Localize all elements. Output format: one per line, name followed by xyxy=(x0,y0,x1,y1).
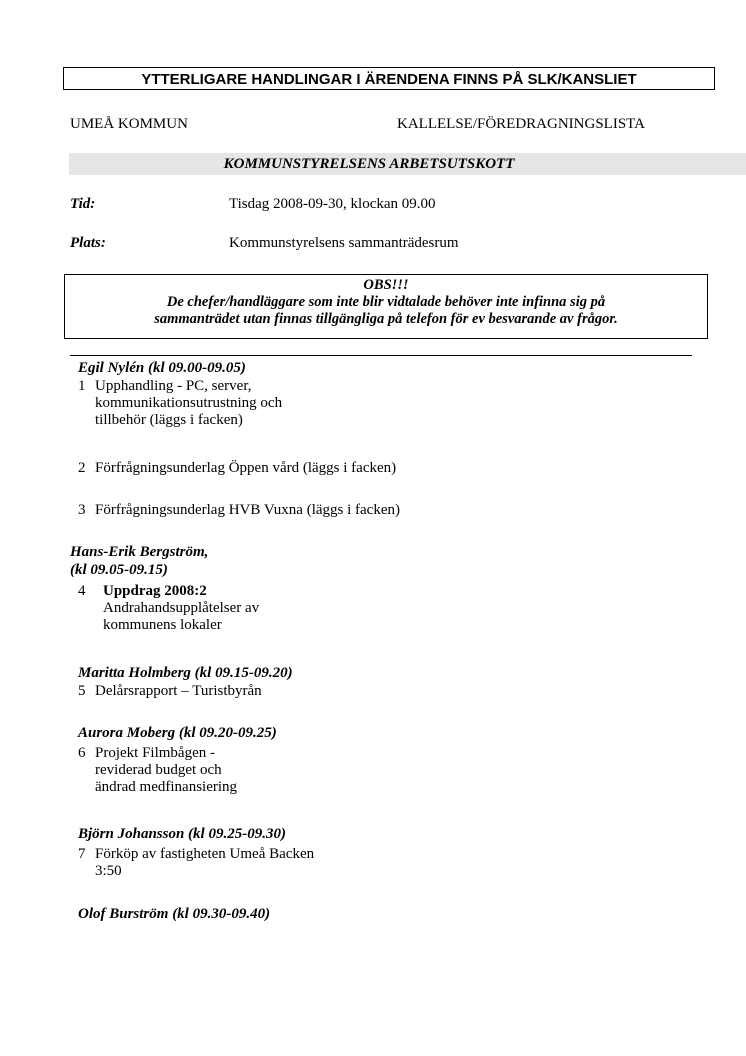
item-number: 5 xyxy=(78,683,86,699)
presenter-heading: Egil Nylén (kl 09.00-09.05) xyxy=(78,360,246,376)
item-number: 2 xyxy=(78,460,86,476)
item-text: Projekt Filmbågen - reviderad budget och ändrad medfinansiering xyxy=(95,745,238,795)
notice-line-2: sammanträdet utan finnas tillgängliga på telefon för ev besvarande av frågor. xyxy=(154,311,618,327)
item-text: Upphandling - PC, server, kommunikationsutrustning och tillbehör (läggs i facken) xyxy=(95,378,283,428)
presenter-heading: Maritta Holmberg (kl 09.15-09.20) xyxy=(78,665,293,681)
place-value: Kommunstyrelsens sammanträdesrum xyxy=(229,235,459,251)
time-value: Tisdag 2008-09-30, klockan 09.00 xyxy=(229,196,436,212)
item-text: Delårsrapport – Turistbyrån xyxy=(95,683,262,699)
item-number: 1 xyxy=(78,378,86,394)
notice-title: OBS!!! xyxy=(363,277,409,293)
presenter-heading: Björn Johansson (kl 09.25-09.30) xyxy=(78,826,286,842)
item-number: 4 xyxy=(78,583,86,599)
banner: YTTERLIGARE HANDLINGAR I ÄRENDENA FINNS PÅ SLK/KANSLIET xyxy=(63,67,715,90)
agenda-item xyxy=(78,745,538,805)
item-number: 6 xyxy=(78,745,86,761)
document-type: KALLELSE/FÖREDRAGNINGSLISTA xyxy=(397,116,645,132)
presenter-heading: Hans-Erik Bergström, xyxy=(70,544,209,560)
committee-title: KOMMUNSTYRELSENS ARBETSUTSKOTT xyxy=(223,156,515,172)
item-number: 3 xyxy=(78,502,86,518)
notice-line-1: De chefer/handläggare som inte blir vidtalade behöver inte infinna sig på xyxy=(166,294,606,310)
agenda-item xyxy=(78,846,538,886)
place-label: Plats: xyxy=(70,235,106,251)
committee-heading xyxy=(69,153,746,175)
item-title: Uppdrag 2008:2 xyxy=(103,583,207,599)
item-text: Förfrågningsunderlag HVB Vuxna (läggs i facken) xyxy=(95,502,400,518)
agenda-item xyxy=(78,378,538,438)
agenda-item xyxy=(78,583,538,643)
notice-box xyxy=(64,274,708,339)
item-text: Andrahandsupplåtelser av kommunens lokaler xyxy=(103,600,260,633)
item-number: 7 xyxy=(78,846,86,862)
presenter-time: (kl 09.05-09.15) xyxy=(70,562,168,578)
municipality-name: UMEÅ KOMMUN xyxy=(70,116,188,132)
presenter-heading: Olof Burström (kl 09.30-09.40) xyxy=(78,906,271,922)
divider xyxy=(70,355,692,356)
time-label: Tid: xyxy=(70,196,96,212)
item-text: Förfrågningsunderlag Öppen vård (läggs i facken) xyxy=(95,460,397,476)
item-text: Förköp av fastigheten Umeå Backen 3:50 xyxy=(95,846,315,879)
presenter-heading: Aurora Moberg (kl 09.20-09.25) xyxy=(78,725,277,741)
